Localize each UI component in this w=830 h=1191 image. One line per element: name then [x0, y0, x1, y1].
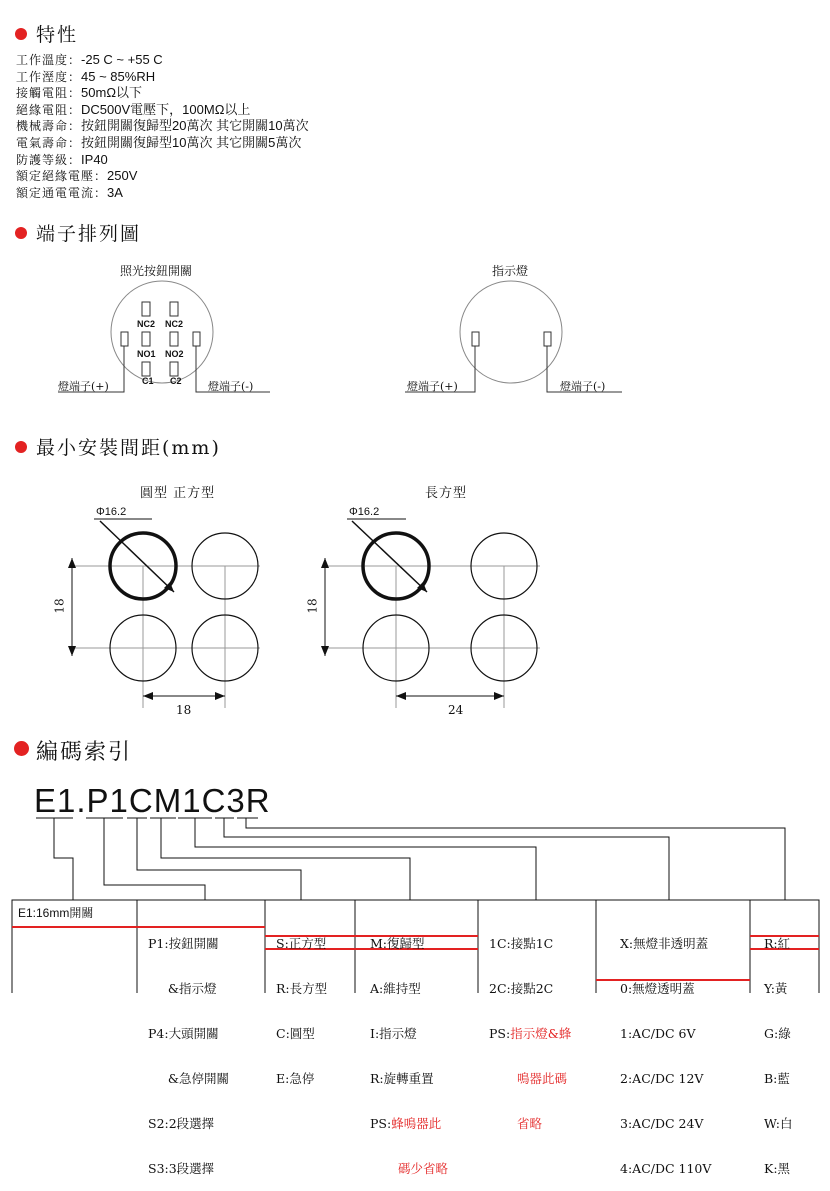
label-c-left: C1	[142, 376, 154, 386]
terminal-left-title: 照光按鈕開關	[120, 264, 193, 278]
lamp-plus-label: 燈端子(+)	[58, 380, 109, 393]
coding-lamp-cell: X:無燈非透明蓋 0:無燈透明蓋 1:AC/DC 6V 2:AC/DC 12V 3:AC/DC 24V 4:AC/DC 110V	[620, 936, 712, 1176]
lamp-pin-minus	[544, 332, 551, 346]
spec-value: 按鈕開關復歸型10萬次 其它開關5萬次	[81, 134, 302, 150]
section-bullet	[15, 28, 27, 40]
spec-row: 工作溫度：-25 C ~ +55 C	[16, 52, 163, 67]
label-c-right: C2	[170, 376, 182, 386]
vertical-dim-left: 18	[52, 598, 67, 614]
section-bullet	[14, 741, 29, 756]
label-nc-right: NC2	[165, 319, 184, 329]
spec-value: DC500V電壓下，100MΩ以上	[81, 101, 251, 117]
spec-label: 額定通電電流	[16, 185, 95, 200]
spec-row: 機械壽命：按鈕開關復歸型20萬次 其它開關10萬次	[16, 118, 309, 134]
section-title-features: 特性	[36, 24, 79, 46]
spec-row: 電氣壽命：按鈕開關復歸型10萬次 其它開關5萬次	[16, 134, 302, 150]
section-bullet	[15, 441, 27, 453]
spec-label: 絕緣電阻	[16, 102, 69, 117]
pin-lamp-minus	[193, 332, 200, 346]
spec-label: 防護等級	[16, 152, 69, 167]
label-nc-left: NC2	[137, 319, 156, 329]
coding-series-cell: E1:16mm開關	[18, 906, 94, 920]
spec-label: 額定絕緣電壓	[16, 169, 95, 184]
spec-label: 工作溫度	[16, 53, 69, 67]
section-title-spacing: 最小安裝間距(mm)	[36, 437, 221, 459]
spec-row: 工作溼度：45 ~ 85%RH	[16, 68, 156, 84]
spec-label: 接觸電阻	[16, 86, 69, 101]
pin-no-left	[142, 332, 150, 346]
spec-list	[16, 52, 309, 201]
pin-nc-right	[170, 302, 178, 316]
section-title-coding: 編碼索引	[36, 740, 133, 765]
section-title-terminals: 端子排列圖	[36, 223, 142, 245]
coding-shape-cell: S:正方型 R:長方型 C:圓型 E:急停	[276, 936, 328, 1086]
diameter-label-right: Φ16.2	[349, 506, 380, 518]
spec-value: 3A	[107, 184, 123, 200]
lamp-minus-label-right: 燈端子(-)	[560, 380, 606, 393]
horizontal-dim-left: 18	[176, 703, 192, 717]
diameter-label-left: Φ16.2	[96, 506, 127, 518]
order-code: E1.P1CM1C3R	[34, 782, 271, 819]
lamp-plus-label-right: 燈端子(+)	[407, 380, 458, 393]
coding-action-cell: M:復歸型 A:維持型 I:指示燈 R:旋轉重置 PS:蜂鳴器此 碼少省略	[370, 936, 449, 1176]
spacing-right-title: 長方型	[425, 486, 468, 501]
spec-row: 額定絕緣電壓：250V	[16, 168, 138, 184]
spec-value: 按鈕開關復歸型20萬次 其它開關10萬次	[81, 118, 309, 134]
pin-c-right	[170, 362, 178, 376]
label-no-left: NO1	[137, 349, 156, 359]
spec-row: 額定通電電流：3A	[16, 184, 123, 200]
spec-label: 電氣壽命	[16, 135, 69, 150]
spec-row: 接觸電阻：50mΩ以下	[16, 85, 143, 101]
coding-color-cell: R:紅 Y:黃 G:綠 B:藍 W:白 K:黑	[764, 936, 793, 1176]
section-bullet	[15, 227, 27, 239]
spec-label: 工作溼度	[16, 69, 69, 84]
spacing-diagram	[0, 500, 830, 720]
spec-value: IP40	[81, 151, 108, 167]
coding-contact-cell: 1C:接點1C 2C:接點2C PS:指示燈&蜂 鳴器此碼 省略	[489, 936, 572, 1131]
pin-no-right	[170, 332, 178, 346]
label-no-right: NO2	[165, 349, 184, 359]
pin-lamp-plus	[121, 332, 128, 346]
spacing-left-title: 圓型 正方型	[140, 486, 216, 501]
spec-label: 機械壽命	[16, 119, 69, 134]
lamp-pin-plus	[472, 332, 479, 346]
coding-type-cell: P1:按鈕開關 &指示燈 P4:大頭開關 &急停開關 S2:2段選擇 S3:3段選擇	[148, 936, 229, 1176]
lamp-minus-label: 燈端子(-)	[208, 380, 254, 393]
spec-row: 絕緣電阻：DC500V電壓下，100MΩ以上	[16, 101, 251, 117]
terminal-right-title: 指示燈	[492, 264, 529, 278]
spec-row: 防護等級：IP40	[16, 151, 108, 167]
pin-nc-left	[142, 302, 150, 316]
pin-c-left	[142, 362, 150, 376]
vertical-dim-right: 18	[305, 598, 320, 614]
spec-value: -25 C ~ +55 C	[81, 52, 163, 67]
spec-value: 50mΩ以下	[81, 85, 143, 101]
spec-value: 250V	[107, 168, 138, 184]
spec-value: 45 ~ 85%RH	[81, 68, 156, 84]
horizontal-dim-right: 24	[448, 703, 464, 717]
